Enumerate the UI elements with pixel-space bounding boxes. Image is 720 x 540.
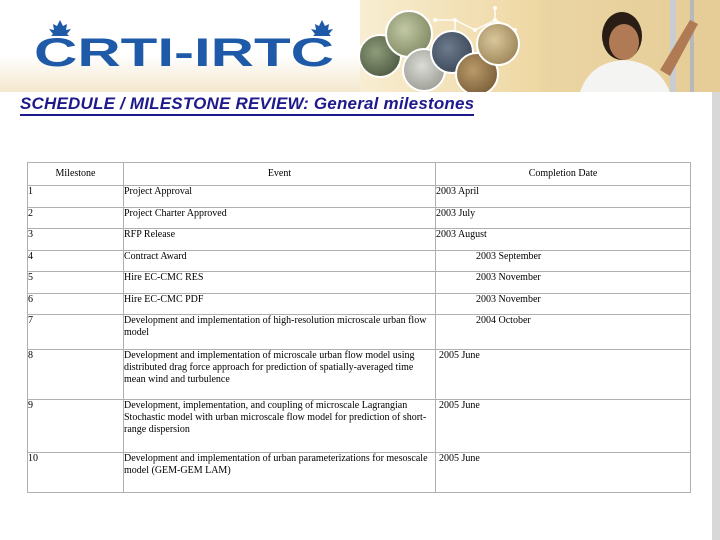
table-row [28, 453, 691, 493]
milestone-number: 6 [28, 294, 124, 315]
milestone-event: Contract Award [124, 251, 436, 272]
column-header-event: Event [124, 163, 436, 186]
table-row [28, 186, 691, 208]
scientist-photo [540, 0, 720, 92]
milestone-number: 7 [28, 315, 124, 350]
milestone-date: 2003 July [436, 208, 691, 229]
milestone-event: RFP Release [124, 229, 436, 251]
milestone-event: Development, implementation, and coupling of microscale Lagrangian Stochastic model with urban microscale flow model for prediction of short-range dispersion [124, 400, 436, 453]
milestone-number: 3 [28, 229, 124, 251]
milestone-number: 2 [28, 208, 124, 229]
page-title: SCHEDULE / MILESTONE REVIEW: General milestones [20, 94, 474, 116]
header-banner [0, 0, 720, 92]
milestone-date: 2003 November [436, 272, 691, 294]
milestone-number: 8 [28, 350, 124, 400]
milestone-event: Development and implementation of high-resolution microscale urban flow model [124, 315, 436, 350]
column-header-completion-date: Completion Date [436, 163, 691, 186]
milestone-event: Project Charter Approved [124, 208, 436, 229]
milestone-number: 9 [28, 400, 124, 453]
milestone-event: Hire EC-CMC PDF [124, 294, 436, 315]
milestone-date: 2003 August [436, 229, 691, 251]
table-row [28, 294, 691, 315]
milestone-date: 2004 October [436, 315, 691, 350]
milestone-number: 5 [28, 272, 124, 294]
table-row [28, 350, 691, 400]
table-row [28, 229, 691, 251]
table-row [28, 208, 691, 229]
column-header-milestone: Milestone [28, 163, 124, 186]
milestone-number: 10 [28, 453, 124, 493]
milestone-number: 4 [28, 251, 124, 272]
milestone-number: 1 [28, 186, 124, 208]
milestone-date: 2003 April [436, 186, 691, 208]
milestone-event: Project Approval [124, 186, 436, 208]
milestone-date: 2005 June [436, 400, 691, 453]
table-row [28, 315, 691, 350]
table-header-row [28, 163, 691, 186]
table-row [28, 400, 691, 453]
right-edge-bar [712, 92, 720, 540]
milestone-date: 2005 June [436, 350, 691, 400]
milestone-table [27, 162, 691, 493]
milestone-date: 2003 September [436, 251, 691, 272]
milestone-event: Development and implementation of urban parameterizations for mesoscale model (GEM-GEM LAM) [124, 453, 436, 493]
milestone-date: 2003 November [436, 294, 691, 315]
milestone-date: 2005 June [436, 453, 691, 493]
table-row [28, 272, 691, 294]
table-row [28, 251, 691, 272]
milestone-event: Hire EC-CMC RES [124, 272, 436, 294]
photo-thumbnail [476, 22, 520, 66]
milestone-event: Development and implementation of microscale urban flow model using distributed drag force approach for prediction of spatially-averaged time mean wind and turbulence [124, 350, 436, 400]
crti-irtc-logo [30, 18, 350, 72]
logo-text: CRTI-IRTC [34, 31, 334, 72]
